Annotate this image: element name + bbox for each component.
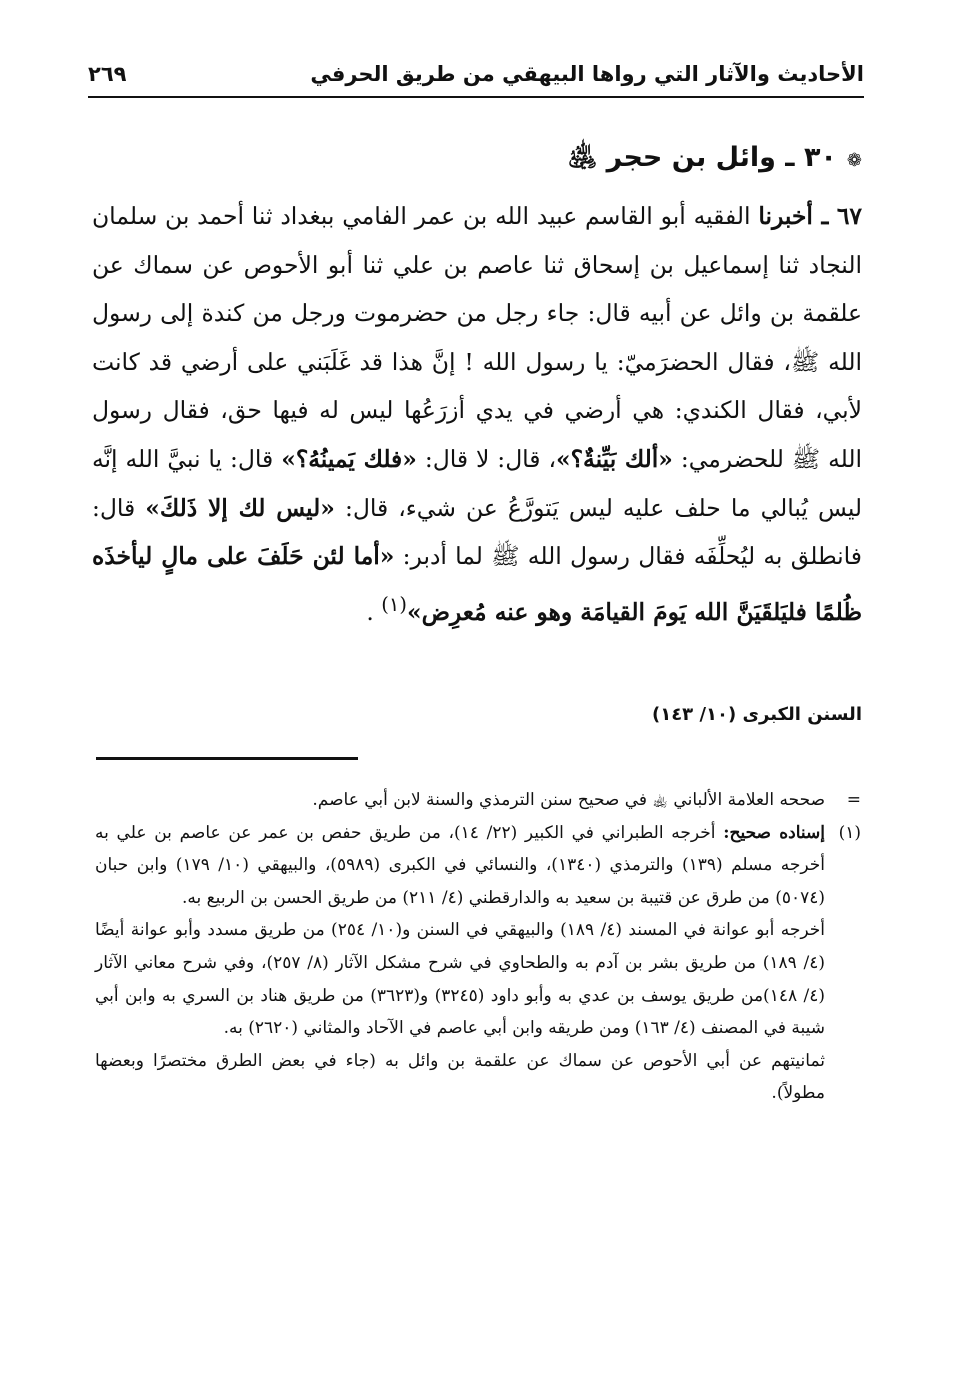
section-heading — [568, 140, 862, 180]
running-title: الأحاديث والآثار التي رواها البيهقي من طريق الحرفي — [310, 62, 864, 86]
footnote-paragraph: ثمانيتهم عن أبي الأحوص عن سماك عن علقمة بن وائل به (جاء في بعض الطرق مختصرًا وبعضها مطولاً). — [95, 1050, 825, 1104]
footnote-paragraph — [95, 817, 825, 915]
footnote-separator — [96, 757, 358, 760]
footnote-1 — [95, 817, 861, 1110]
hadith-text-part: . — [366, 597, 382, 626]
source-reference: السنن الكبرى (١٠/ ١٤٣) — [651, 704, 862, 725]
hadith-text-part: قال: يا نبيَّ الله إنَّه ليس يُبالي ما حلف عليه ليس يَتورَّعُ عن شيء، قال: — [92, 444, 863, 522]
hadith-text — [92, 192, 862, 636]
prophetic-quote: «أما لئن حَلَفَ على مالٍ ليأخذَه ظُلمًا فليَلقَيَنَّ الله يَومَ القيامَة وهو عنه مُعرِض» — [92, 542, 862, 626]
continuation-mark: = — [846, 790, 861, 810]
header-rule — [88, 96, 864, 98]
footnote-paragraph: أخرجه أبو عوانة في المسند (٤/ ١٨٩) والبيهقي في السنن و(١٠/ ٢٥٤) من طريق مسدد وأبو عوانة أيضًا (٤/ ١٨٩) من طريق بشر بن آدم به والطحاوي في شرح مشكل الآثار (٨/ ٢٥٧)، وفي شرح معاني الآثار (٤/ ١٤٨)من طريق يوسف بن عدي به وأبو داود (٣٢٤٥) و(٣٦٢٣) من طريق هناد بن السري به وابن أبي شيبة في المصنف (٤/ ١٦٣) ومن طريقه وابن أبي عاصم في الآحاد والمثاني (٢٦٢٠) به. — [95, 920, 825, 1039]
grading-label: إسناده صحيح: — [723, 822, 825, 843]
footnote-marker: (١) — [838, 822, 861, 843]
hadith-text-part: الفقيه أبو القاسم عبيد الله بن عمر الفامي ببغداد ثنا أحمد بن سلمان النجاد ثنا إسماعيل بن إسحاق ثنا عاصم بن علي ثنا أبو الأحوص عن سماك عن علقمة بن وائل عن أبيه قال: جاء رجل من حضرموت ورجل من كندة إلى رسول الله ﷺ، فقال الحضرَميّ: يا رسول الله ! إنَّ هذا قد غَلَبَني على أرضي قد كانت لأبي، فقال الكندي: هي أرضي في يدي أزرَعُها ليس له فيها حق، فقال رسول الله ﷺ للحضرمي: — [92, 202, 862, 473]
section-title: ٣٠ ـ وائل بن حجر ﵁ — [567, 142, 837, 173]
hadith-text-part: ، قال: لا قال: — [416, 444, 557, 473]
flower-ornament-icon: ❁ — [846, 149, 862, 171]
running-header — [88, 56, 864, 98]
prophetic-quote: «فلك يَمينُهُ؟» — [281, 444, 417, 473]
page-number: ٢٦٩ — [88, 62, 127, 86]
footnote-continuation — [95, 784, 861, 817]
hadith-text-part: قال: فانطلق به ليُحلِّفَه فقال رسول الله ﷺ لما أدبر: — [92, 493, 862, 571]
hadith-paragraph — [92, 192, 862, 636]
footnote-reference[interactable]: (١) — [381, 592, 407, 616]
footnotes — [95, 784, 861, 1110]
footnote-text: صححه العلامة الألباني ﵀ في صحيح سنن الترمذي والسنة لابن أبي عاصم. — [312, 790, 825, 810]
prophetic-quote: «ألك بَيِّنةٌ؟» — [556, 444, 673, 473]
prophetic-quote: «ليس لك إلا ذَلكَ» — [145, 493, 335, 522]
hadith-number: ٦٧ ـ أخبرنا — [758, 202, 862, 230]
footnote-text: أخرجه الطبراني في الكبير (٢٢/ ١٤)، من طريق حفص بن عمر عن عاصم بن علي به أخرجه مسلم (١٣٩) والترمذي (١٣٤٠)، والنسائي في الكبرى (٥٩٨٩)، والبيهقي (١٠/ ١٧٩) وابن حبان (٥٠٧٤) من طرق عن قتيبة بن سعيد به والدارقطني (٤/ ٢١١) من طريق الحسن بن الربيع به. — [95, 822, 825, 908]
